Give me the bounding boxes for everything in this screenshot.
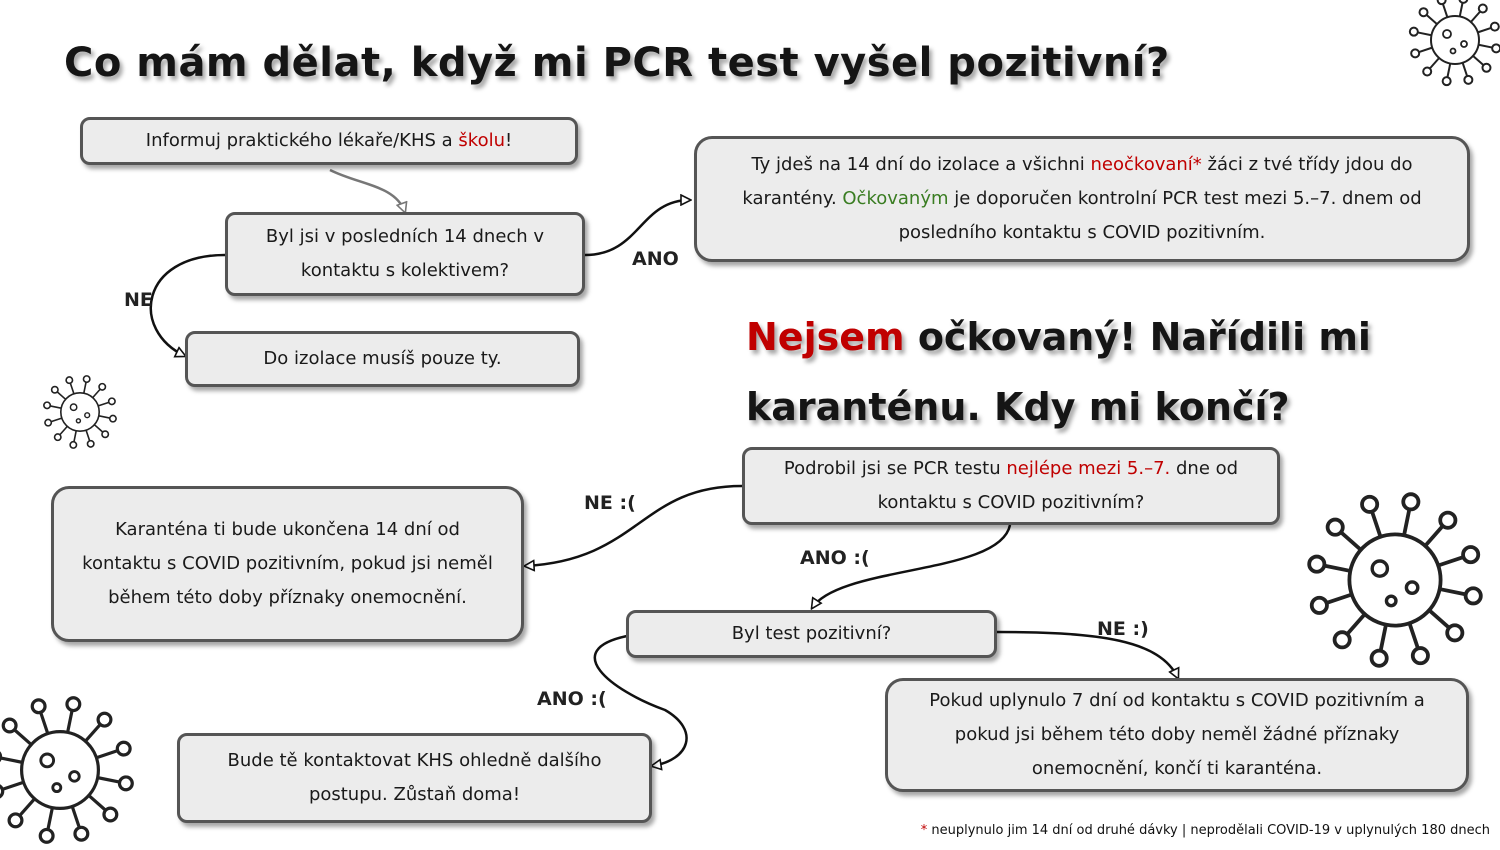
- footnote-text: neuplynulo jim 14 dní od druhé dávky | neprodělali COVID-19 v uplynulých 180 dnech: [927, 823, 1490, 838]
- quarantine-7-box: [885, 678, 1469, 792]
- page-title: Co mám dělat, když mi PCR test vyšel pozitivní?: [64, 40, 1170, 86]
- test-positive-text: Byl test pozitivní?: [731, 623, 892, 644]
- collective-question-text: Byl jsi v posledních 14 dnech v kontaktu s kolektivem?: [265, 226, 545, 281]
- isolation-all-unvaccinated: neočkovaní*: [1090, 154, 1202, 175]
- collective-question-box: [225, 212, 585, 296]
- quarantine-14-text: Karanténa ti bude ukončena 14 dní od kontaktu s COVID pozitivním, pokud jsi neměl během této doby příznaky onemocnění.: [82, 519, 493, 608]
- label-ne-sad: NE :(: [584, 492, 636, 514]
- inform-suffix: !: [505, 130, 513, 151]
- khs-contact-text: Bude tě kontaktovat KHS ohledně dalšího postupu. Zůstaň doma!: [227, 750, 602, 805]
- virus-icon: [1405, 0, 1500, 90]
- isolation-all-text-3: je doporučen kontrolní PCR test mezi 5.–7. dnem od posledního kontaktu s COVID pozitivním.: [898, 188, 1422, 243]
- isolation-all-box: [694, 136, 1470, 262]
- section-title-rest: očkovaný! Nařídili mi karanténu. Kdy mi končí?: [746, 315, 1371, 429]
- virus-icon: [0, 690, 140, 850]
- footnote-star: *: [920, 823, 928, 838]
- arrow-test-ne: [997, 632, 1178, 678]
- virus-icon: [40, 372, 120, 452]
- inform-text: Informuj praktického lékaře/KHS a: [145, 130, 459, 151]
- label-ne-happy: NE :): [1097, 618, 1149, 640]
- pcr-question-text-1: Podrobil jsi se PCR testu: [783, 458, 1007, 479]
- isolation-all-text-2: žáci z tvé třídy jdou do karantény.: [742, 154, 1413, 209]
- isolation-all-text-1: Ty jdeš na 14 dní do izolace a všichni: [751, 154, 1091, 175]
- virus-icon: [1300, 485, 1490, 675]
- label-ano-sad-1: ANO :(: [800, 547, 870, 569]
- arrow-collective-ano: [585, 200, 690, 255]
- isolation-self-text: Do izolace musíš pouze ty.: [263, 348, 502, 369]
- label-ano-sad-2: ANO :(: [537, 688, 607, 710]
- isolation-self-box: [185, 331, 580, 387]
- pcr-question-text-2: dne od kontaktu s COVID pozitivním?: [877, 458, 1239, 513]
- label-ano: ANO: [632, 248, 679, 270]
- footnote: [921, 823, 1490, 838]
- inform-highlight: školu: [458, 130, 506, 151]
- section-title-highlight: Nejsem: [746, 315, 905, 359]
- label-ne: NE: [124, 289, 153, 311]
- test-positive-box: [626, 610, 997, 658]
- inform-doctor-box: [80, 117, 578, 165]
- arrow-inform-to-collective: [330, 170, 405, 212]
- pcr-question-highlight: nejlépe mezi 5.–7.: [1006, 458, 1171, 479]
- isolation-all-vaccinated: Očkovaným: [842, 188, 949, 209]
- quarantine-7-text: Pokud uplynulo 7 dní od kontaktu s COVID pozitivním a pokud jsi během této doby neměl žádné příznaky onemocnění, končí ti karanténa.: [929, 690, 1425, 779]
- quarantine-14-box: [51, 486, 524, 642]
- khs-contact-box: [177, 733, 652, 823]
- pcr-question-box: [742, 447, 1280, 525]
